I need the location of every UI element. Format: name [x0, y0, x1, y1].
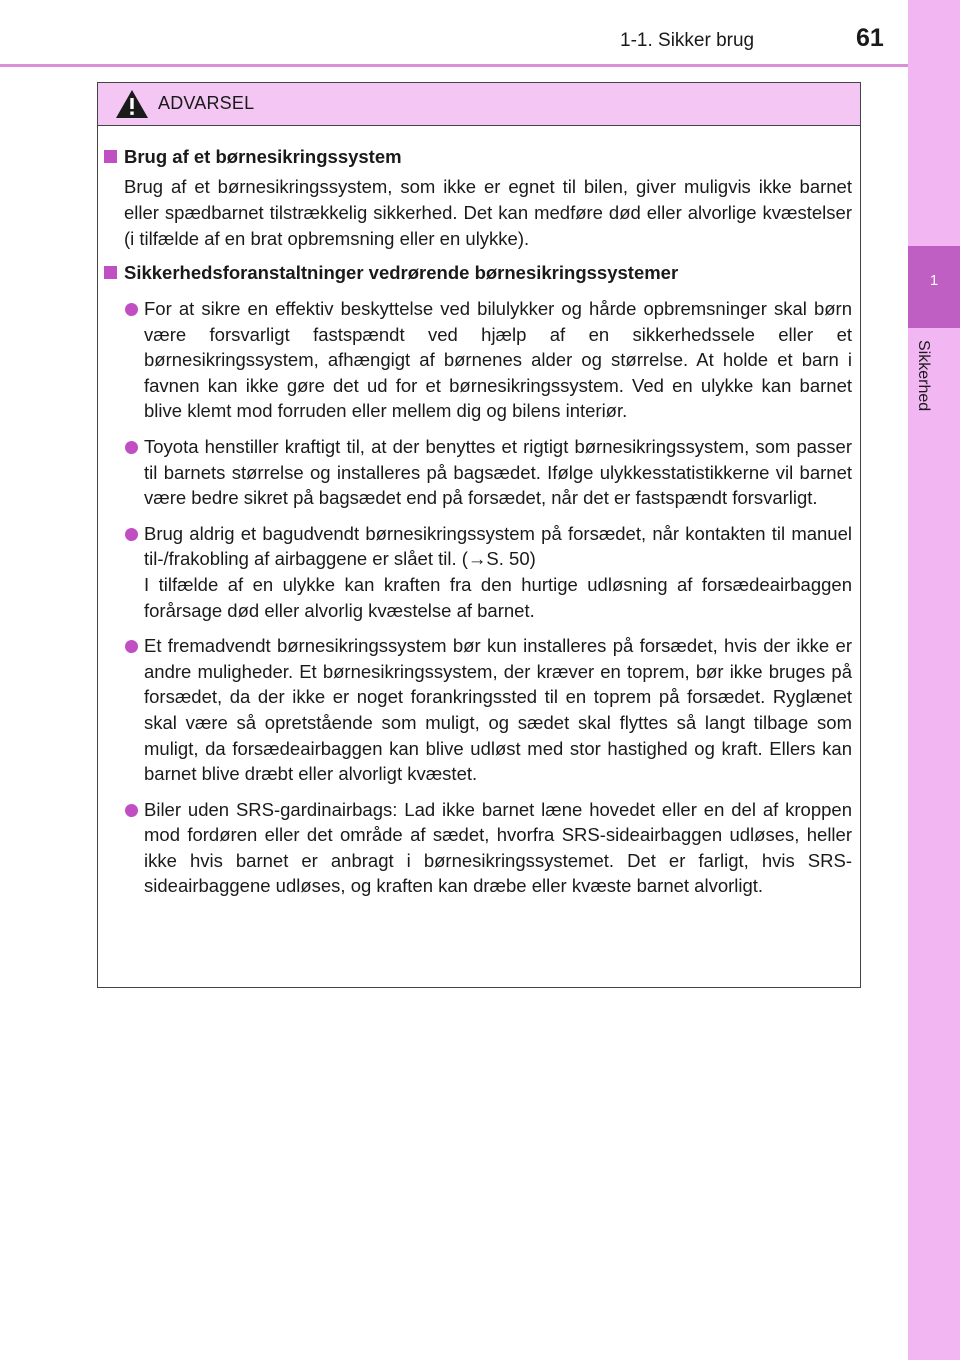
list-item: [98, 434, 852, 511]
header-rule: [0, 64, 908, 67]
section-heading: [98, 144, 852, 170]
section-title: 1-1. Sikker brug: [620, 30, 755, 51]
list-item-text: Toyota henstiller kraftigt til, at der benyttes et rigtigt børnesikringssystem, som passer til barnets størrelse og installeres på bagsædet. Ifølge ulykkesstatistikkerne vil barnet være bedre sikret på bagsædet end på forsædet, når det er fastspændt forsvarligt.: [144, 435, 852, 509]
list-item: [98, 296, 852, 424]
list-item: [98, 797, 852, 899]
warning-body: [98, 126, 860, 899]
page-number: 61: [856, 24, 884, 52]
section-precautions: [98, 260, 852, 899]
section-heading: [98, 260, 852, 286]
chapter-tab-label: Sikkerhed: [915, 340, 932, 412]
section-paragraph: Brug af et børnesikringssystem, som ikke er egnet til bilen, giver muligvis ikke barnet eller spædbarnet tilstrækkelig sikkerhed. Det kan medføre død eller alvorlige kvæstelser (i tilfælde af en brat opbremsning eller en ulykke).: [124, 176, 852, 249]
side-strip: [908, 0, 960, 1360]
list-item-text: For at sikre en effektiv beskyttelse ved bilulykker og hårde opbremsninger skal børn være forsvarligt fastspændt ved hjælp af en sikkerhedssele eller et børnesikringssystem, afhængigt af børnenes alder og størrelse. At holde et barn i favnen kan ikke gøre det ud for et børnesikringssystem. Ved en ulykke kan barnet blive klemt mod forruden eller mellem dig og bilens interiør.: [144, 298, 852, 422]
section-heading-text: Sikkerhedsforanstaltninger vedrørende børnesikringssystemer: [124, 262, 679, 283]
section-heading-text: Brug af et børnesikringssystem: [124, 146, 402, 167]
warning-title: ADVARSEL: [158, 93, 255, 113]
round-bullet-icon: [125, 804, 138, 817]
round-bullet-icon: [125, 528, 138, 541]
square-bullet-icon: [104, 150, 117, 163]
square-bullet-icon: [104, 266, 117, 279]
round-bullet-icon: [125, 640, 138, 653]
round-bullet-icon: [125, 441, 138, 454]
list-item: [98, 521, 852, 623]
list-item-text: Et fremadvendt børnesikringssystem bør kun installeres på forsædet, hvis der ikke er andre muligheder. Et børnesikringssystem, der kræver en toprem, bør ikke bruges på forsædet, da der ikke er noget forankringssted til en toprem på forsædet. Ryglænet skal være så opretstående som muligt, og sædet skal flyttes så langt tilbage som muligt, da forsædeairbaggen kan blive udløst med stor hastighed og kraft. Ellers kan barnet blive dræbt eller alvorligt kvæstet.: [144, 635, 852, 785]
list-item-text: Brug aldrig et bagudvendt børnesikringssystem på forsædet, når kontakten til manuel til-/frakobling af airbaggene er slået til. (→S. 50): [144, 522, 852, 570]
section-child-restraint-use: [98, 144, 852, 252]
warning-header: [98, 83, 860, 126]
round-bullet-icon: [125, 303, 138, 316]
warning-box: [97, 82, 861, 988]
list-item: [98, 633, 852, 787]
list-item-text-continued: I tilfælde af en ulykke kan kraften fra den hurtige udløsning af forsædeairbaggen forårsage død eller alvorlig kvæstelse af barnet.: [144, 573, 852, 621]
list-item-text: Biler uden SRS-gardinairbags: Lad ikke barnet læne hovedet eller en del af kroppen mod fordøren eller det område af sædet, hvorfra SRS-sideairbaggen udløses, heller ikke hvis barnet er anbragt i børnesikringssystemet. Det er farligt, hvis SRS-sideairbaggene udløses, og kraften kan dræbe eller kvæste barnet alvorligt.: [144, 798, 852, 897]
chapter-tab-number: 1: [929, 272, 939, 289]
warning-triangle-icon: [114, 88, 150, 120]
